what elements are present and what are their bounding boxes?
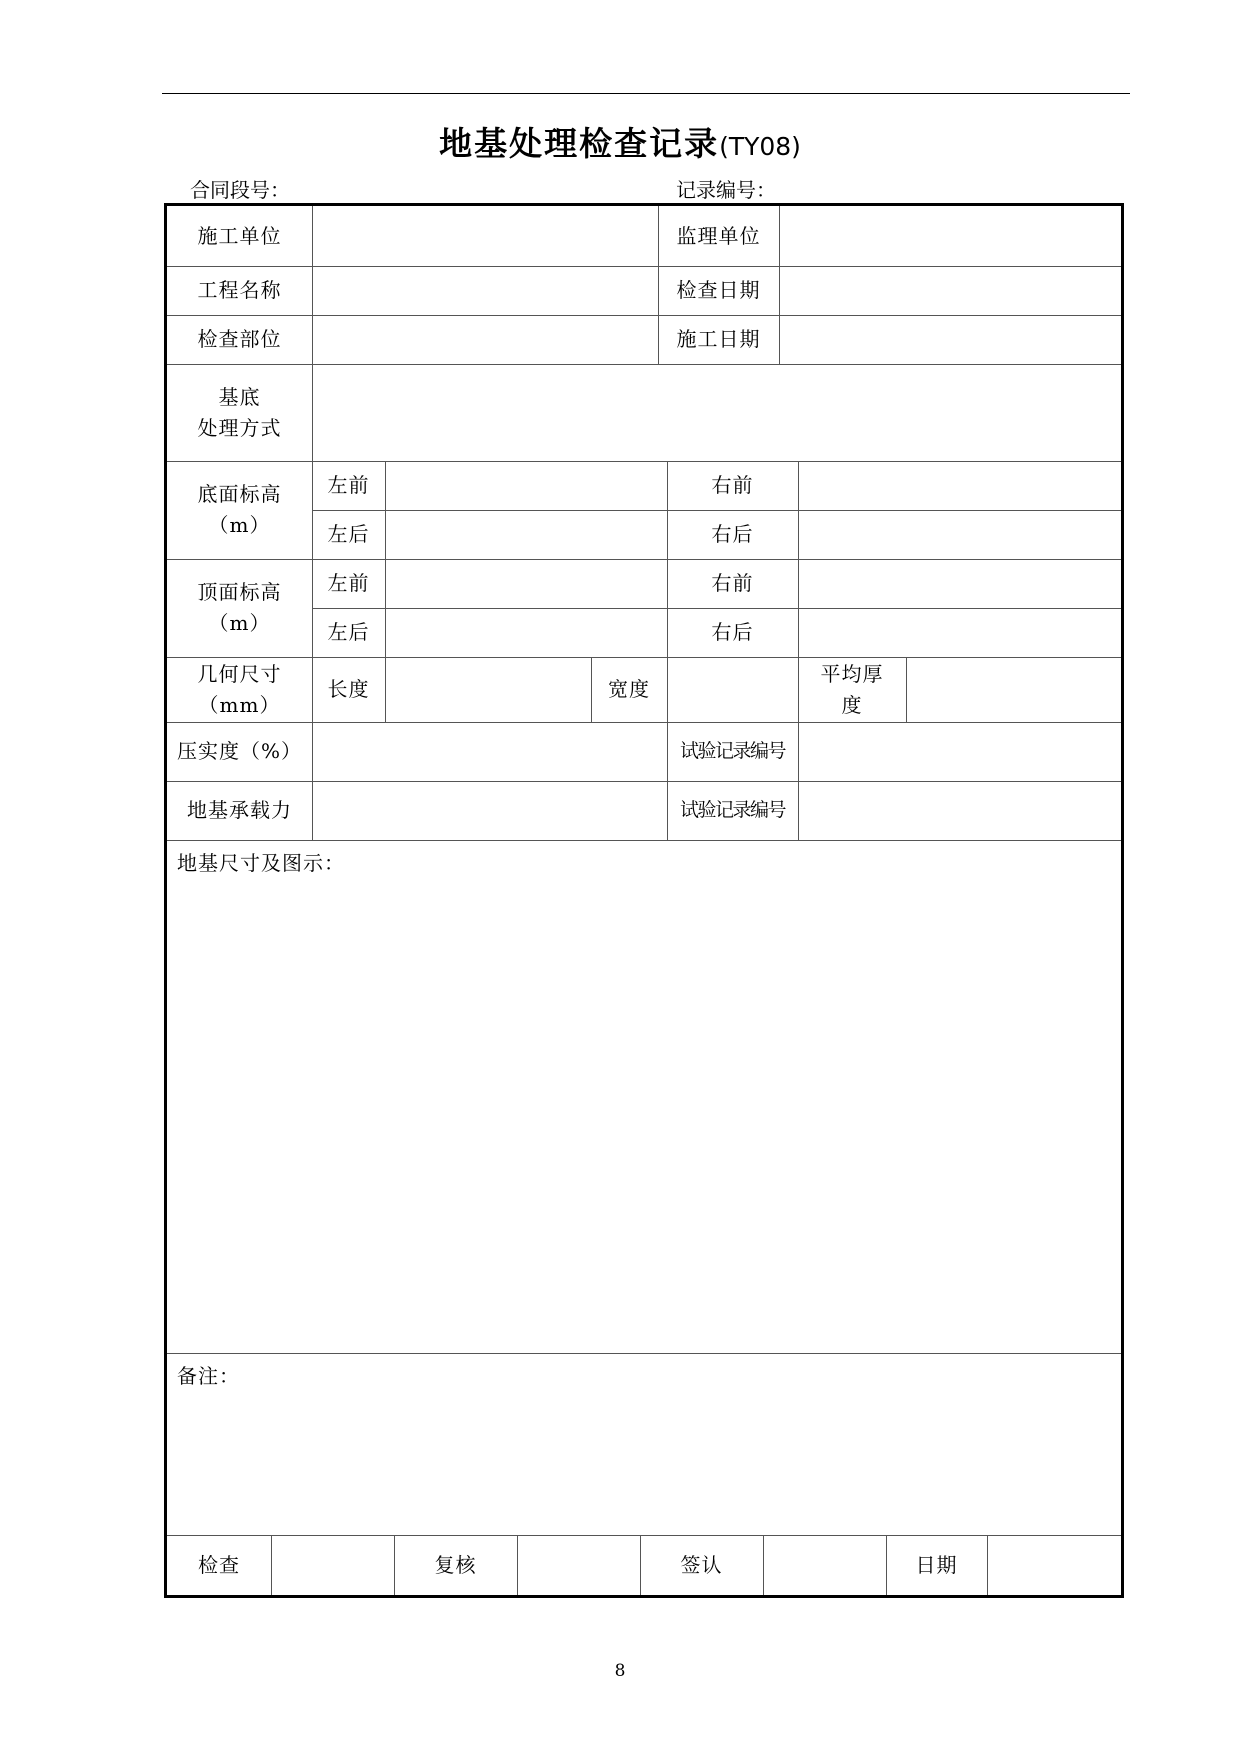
remarks-label: 备注： — [177, 1364, 240, 1388]
page-title — [0, 118, 1240, 165]
bearing-capacity-field[interactable] — [312, 781, 667, 840]
title-text: 地基处理检查记录 — [439, 124, 720, 163]
supervision-unit-field[interactable] — [779, 206, 1121, 266]
contract-label: 合同段号： — [190, 178, 290, 202]
header-rule — [162, 93, 1130, 94]
bottom-elevation-label-line1: 底面标高 — [197, 482, 282, 506]
top-elevation-label-line2: （m） — [208, 611, 271, 635]
bottom-left-front-label: 左前 — [327, 473, 370, 497]
top-elevation-label — [167, 559, 312, 657]
top-right-rear-field[interactable] — [798, 608, 1121, 657]
date-field[interactable] — [987, 1535, 1121, 1595]
sign-field[interactable] — [763, 1535, 886, 1595]
check-date-field[interactable] — [779, 266, 1121, 315]
width-field[interactable] — [667, 657, 798, 722]
top-right-rear-label: 右后 — [711, 620, 754, 644]
avg-thickness-label-line2: 度 — [841, 692, 863, 717]
dimensions-diagram-area[interactable] — [167, 840, 1121, 1353]
page-number: 8 — [614, 1661, 626, 1681]
top-right-front-label: 右前 — [711, 571, 754, 595]
bottom-left-rear-field[interactable] — [385, 510, 667, 559]
compaction-label: 压实度（%） — [176, 739, 302, 763]
check-location-label: 检查部位 — [197, 327, 282, 351]
form-table — [164, 203, 1124, 1598]
bearing-capacity-label: 地基承载力 — [187, 798, 292, 822]
check-location-field[interactable] — [312, 315, 658, 364]
inspect-field[interactable] — [271, 1535, 394, 1595]
form-code: (TY08) — [719, 132, 801, 161]
length-label: 长度 — [327, 677, 370, 701]
compaction-field[interactable] — [312, 722, 667, 781]
top-elevation-label-line1: 顶面标高 — [197, 580, 282, 604]
avg-thickness-label-line1: 平均厚 — [820, 661, 884, 686]
avg-thickness-label — [798, 657, 906, 722]
base-method-label-line1: 基底 — [218, 384, 261, 409]
remarks-area[interactable] — [167, 1353, 1121, 1535]
check-date-label: 检查日期 — [676, 278, 761, 302]
top-left-rear-field[interactable] — [385, 608, 667, 657]
base-method-label — [167, 364, 312, 461]
date-label: 日期 — [915, 1552, 958, 1577]
construction-date-field[interactable] — [779, 315, 1121, 364]
supervision-unit-label: 监理单位 — [676, 223, 761, 248]
review-field[interactable] — [517, 1535, 640, 1595]
base-method-label-line2: 处理方式 — [197, 415, 282, 440]
bearing-test-record-label: 试验记录编号 — [679, 798, 785, 821]
project-name-label: 工程名称 — [197, 278, 282, 302]
compaction-test-record-field[interactable] — [798, 722, 1121, 781]
construction-date-label: 施工日期 — [676, 327, 761, 351]
avg-thickness-field[interactable] — [906, 657, 1121, 722]
sign-label: 签认 — [680, 1552, 723, 1577]
top-left-front-label: 左前 — [327, 571, 370, 595]
review-label: 复核 — [434, 1552, 477, 1577]
bottom-right-rear-field[interactable] — [798, 510, 1121, 559]
bottom-elevation-label — [167, 461, 312, 559]
construction-unit-field[interactable] — [312, 206, 658, 266]
construction-unit-label: 施工单位 — [197, 223, 282, 248]
dimensions-diagram-label: 地基尺寸及图示： — [177, 851, 345, 875]
bottom-right-front-label: 右前 — [711, 473, 754, 497]
record-no-label: 记录编号： — [676, 178, 776, 202]
bottom-elevation-label-line2: （m） — [208, 513, 271, 537]
bearing-test-record-field[interactable] — [798, 781, 1121, 840]
bottom-left-rear-label: 左后 — [327, 522, 370, 546]
compaction-test-record-label: 试验记录编号 — [679, 739, 785, 762]
length-field[interactable] — [385, 657, 591, 722]
geometry-label — [167, 657, 312, 722]
bottom-right-front-field[interactable] — [798, 461, 1121, 510]
width-label: 宽度 — [608, 677, 650, 701]
inspect-label: 检查 — [198, 1552, 240, 1577]
top-left-front-field[interactable] — [385, 559, 667, 608]
geometry-label-line1: 几何尺寸 — [197, 661, 282, 686]
bottom-left-front-field[interactable] — [385, 461, 667, 510]
geometry-label-line2: （mm） — [198, 692, 281, 717]
base-method-field[interactable] — [312, 364, 1121, 461]
top-left-rear-label: 左后 — [327, 620, 370, 644]
project-name-field[interactable] — [312, 266, 658, 315]
bottom-right-rear-label: 右后 — [711, 522, 754, 546]
top-right-front-field[interactable] — [798, 559, 1121, 608]
